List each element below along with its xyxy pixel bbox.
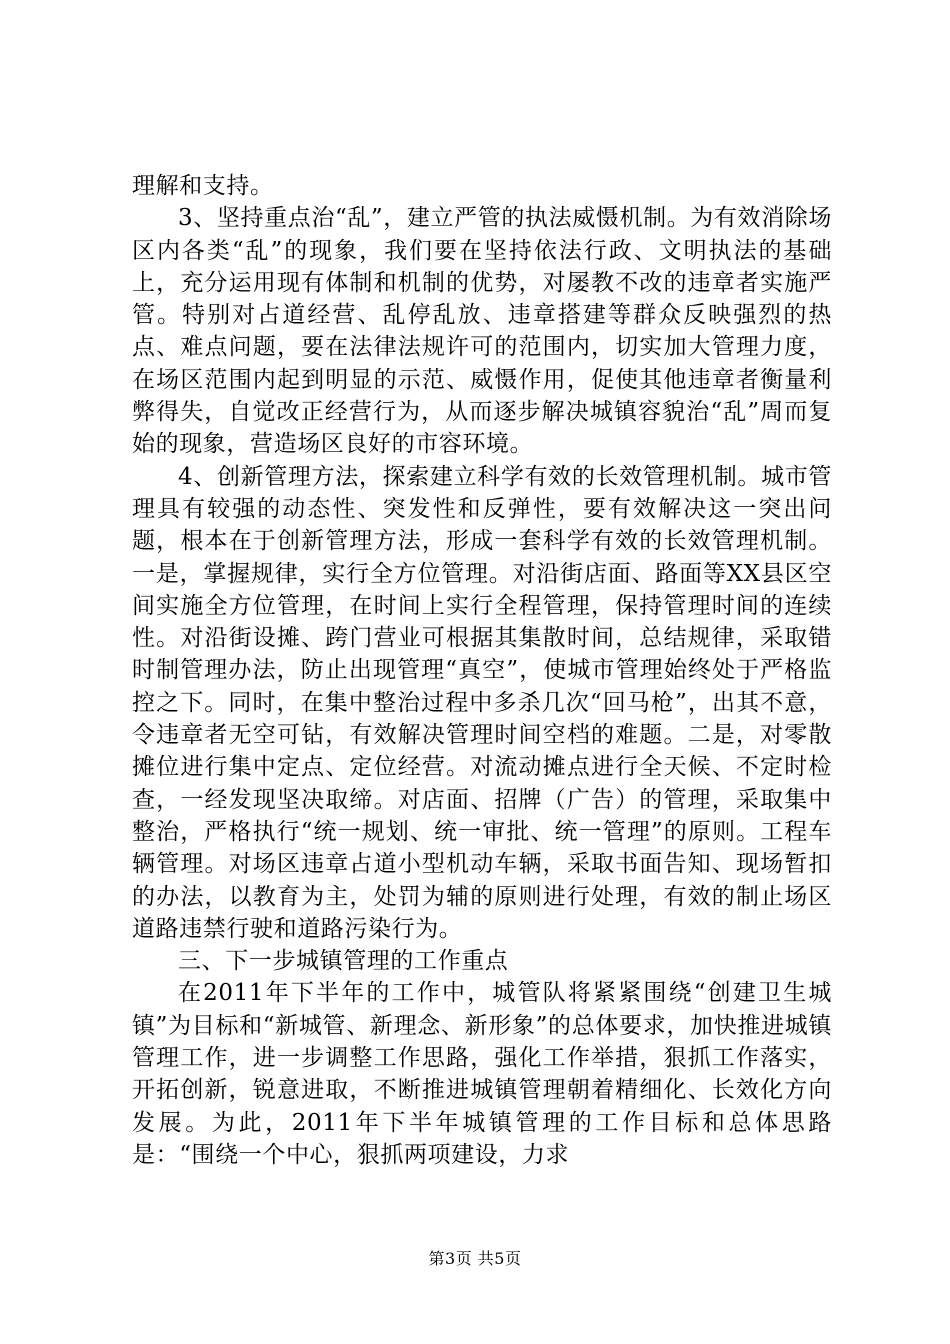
paragraph-section-3: 3、坚持重点治“乱”，建立严管的执法威慑机制。为有效消除场区内各类“乱”的现象，我们要在坚持依法行政、文明执法的基础上，充分运用现有体制和机制的优势，对屡教不改的违章者实施严管。特别对占道经营、乱停乱放、违章搭建等群众反映强烈的热点、难点问题，要在法律法规许可的范围内，切实加大管理力度，在场区范围内起到明显的示范、威慑作用，促使其他违章者衡量利弊得失，自觉改正经营行为，从而逐步解决城镇容貌治“乱”周而复始的现象，营造场区良好的市容环境。 xyxy=(132,205,832,458)
paragraph-continuation: 理解和支持。 xyxy=(132,173,274,199)
section-heading-next-steps: 三、下一步城镇管理的工作重点 xyxy=(178,948,509,975)
paragraph-section-4: 4、创新管理方法，探索建立科学有效的长效管理机制。城市管理具有较强的动态性、突发性和反弹性，要有效解决这一突出问题，根本在于创新管理方法，形成一套科学有效的长效管理机制。一是，掌握规律，实行全方位管理。对沿街店面、路面等XX县区空间实施全方位管理，在时间上实行全程管理，保持管理时间的连续性。对沿街设摊、跨门营业可根据其集散时间，总结规律，采取错时制管理办法，防止出现管理“真空”，使城市管理始终处于严格监控之下。同时，在集中整治过程中多杀几次“回马枪”，出其不意，令违章者无空可钻，有效解决管理时间空档的难题。二是，对零散摊位进行集中定点、定位经营。对流动摊点进行全天候、不定时检查，一经发现坚决取缔。对店面、招牌（广告）的管理，采取集中整治，严格执行“统一规划、统一审批、统一管理”的原则。工程车辆管理。对场区违章占道小型机动车辆，采取书面告知、现场暂扣的办法，以教育为主，处罚为辅的原则进行处理，有效的制止场区道路违禁行驶和道路污染行为。 xyxy=(132,463,832,942)
page-number-footer: 第3页 共5页 xyxy=(428,1249,522,1268)
paragraph-next-steps: 在2011年下半年的工作中，城管队将紧紧围绕“创建卫生城镇”为目标和“新城管、新理念、新形象”的总体要求，加快推进城镇管理工作，进一步调整工作思路，强化工作举措，狠抓工作落实，开拓创新，锐意进取，不断推进城镇管理朝着精细化、长效化方向发展。为此，2011年下半年城镇管理的工作目标和总体思路是：“围绕一个中心，狠抓两项建设，力求 xyxy=(132,980,832,1168)
document-body xyxy=(132,170,832,1171)
